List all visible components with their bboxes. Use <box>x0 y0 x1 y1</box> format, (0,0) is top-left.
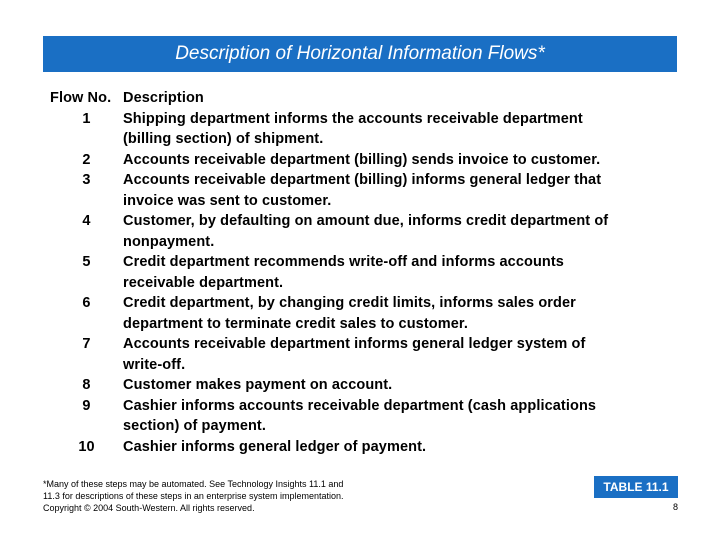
page-title: Description of Horizontal Information Flows* <box>175 43 545 64</box>
description-line: section) of payment. <box>123 418 266 434</box>
flow-description <box>123 396 680 437</box>
flow-description <box>123 437 680 458</box>
description-line: Accounts receivable department (billing) informs general ledger that <box>123 172 602 188</box>
table-row <box>50 170 680 211</box>
description-line: invoice was sent to customer. <box>123 192 332 209</box>
table-row <box>50 375 680 396</box>
table-row <box>50 252 680 293</box>
flow-description <box>123 150 680 171</box>
description-line: (billing section) of shipment. <box>123 131 324 147</box>
flow-number: 10 <box>78 438 95 455</box>
table-row <box>50 211 680 252</box>
description-line: Accounts receivable department informs general ledger system of <box>123 336 586 352</box>
footnote-line: 11.3 for descriptions of these steps in an enterprise system implementation. <box>43 491 344 501</box>
flow-number: 2 <box>82 151 91 168</box>
flow-number: 9 <box>82 397 91 414</box>
table-row <box>50 437 680 458</box>
column-header-flow-no: Flow No. <box>50 90 112 106</box>
flow-description <box>123 334 680 375</box>
flow-number: 3 <box>82 172 91 188</box>
description-line: write-off. <box>123 356 186 373</box>
table-number-badge: TABLE 11.1 <box>594 476 678 498</box>
footnote <box>43 478 403 514</box>
page-number: 8 <box>672 502 678 512</box>
footnote-line: *Many of these steps may be automated. See Technology Insights 11.1 and <box>43 479 344 489</box>
flow-description <box>123 109 680 150</box>
flow-number: 7 <box>82 336 91 352</box>
flow-number: 8 <box>82 377 91 393</box>
table-row <box>50 150 680 171</box>
description-line: receivable department. <box>123 274 284 291</box>
flow-number: 4 <box>82 213 91 229</box>
table-row <box>50 109 680 150</box>
column-header-description: Description <box>123 90 204 106</box>
description-line: Customer makes payment on account. <box>123 377 393 393</box>
flow-description <box>123 293 680 334</box>
table-body <box>50 109 680 458</box>
flow-number: 5 <box>82 254 91 270</box>
flow-table <box>50 88 680 457</box>
table-row <box>50 293 680 334</box>
description-line: Credit department recommends write-off and informs accounts <box>123 254 564 270</box>
description-line: Credit department, by changing credit limits, informs sales order <box>123 295 576 311</box>
flow-description <box>123 252 680 293</box>
description-line: Shipping department informs the accounts receivable department <box>123 110 583 127</box>
flow-number: 6 <box>82 295 91 311</box>
table-header-row <box>50 88 680 109</box>
description-line: Cashier informs general ledger of payment. <box>123 438 427 455</box>
flow-description <box>123 170 680 211</box>
copyright-text: Copyright © 2004 South-Western. All rights reserved. <box>43 503 255 513</box>
table-row <box>50 334 680 375</box>
title-bar <box>43 36 677 72</box>
flow-description <box>123 375 680 396</box>
flow-number: 1 <box>82 110 91 127</box>
description-line: department to terminate credit sales to customer. <box>123 315 468 332</box>
description-line: Accounts receivable department (billing) sends invoice to customer. <box>123 151 601 168</box>
description-line: Customer, by defaulting on amount due, informs credit department of <box>123 213 609 229</box>
flow-description <box>123 211 680 252</box>
table-row <box>50 396 680 437</box>
description-line: Cashier informs accounts receivable department (cash applications <box>123 397 597 414</box>
description-line: nonpayment. <box>123 233 215 250</box>
